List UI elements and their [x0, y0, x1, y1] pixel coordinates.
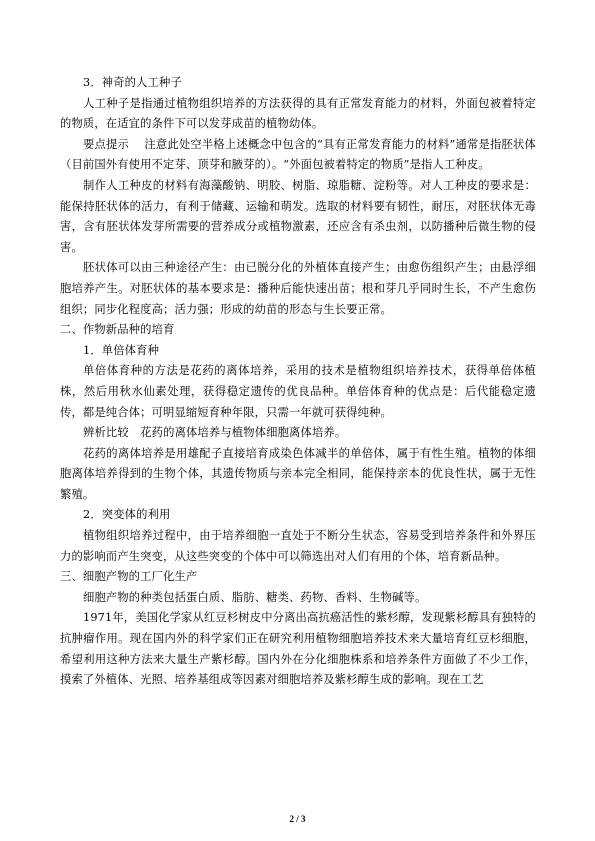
paragraph: 制作人工种皮的材料有海藻酸钠、明胶、树脂、琼脂糖、淀粉等。对人工种皮的要求是：能保持胚状体的活力，有利于储藏、运输和萌发。选取的材料要有韧性，耐压，对胚状体无毒害，含有胚状体发芽所需要的营养成分或植物激素，还应含有杀虫剂，以防播种后微生物的侵害。	[60, 178, 536, 254]
subheading: 2．突变体的利用	[83, 508, 171, 522]
page-number: 2 / 3	[289, 814, 306, 824]
note-paragraph: 辨析比较 花药的离体培养与植物体细胞离体培养。	[83, 426, 347, 440]
paragraph: 植物组织培养过程中，由于培养细胞一直处于不断分生状态，容易受到培养条件和外界压力的影响而产生突变，从这些突变的个体中可以筛选出对人们有用的个体，培育新品种。	[60, 529, 536, 563]
document-body	[60, 73, 536, 691]
paragraph: 细胞产物的种类包括蛋白质、脂肪、糖类、药物、香料、生物碱等。	[83, 590, 427, 604]
subheading: 3．神奇的人工种子	[83, 76, 182, 89]
section-heading: 二、作物新品种的培育	[60, 323, 175, 337]
paragraph: 人工种子是指通过植物组织培养的方法获得的具有正常发育能力的材料，外面包被着特定的物质，在适宜的条件下可以发芽成苗的植物幼体。	[60, 96, 536, 131]
note-paragraph: 要点提示 注意此处空半格上述概念中包含的“具有正常发育能力的材料”通常是指胚状体（目前国外有使用不定芽、顶芽和腋芽的）。“外面包被着特定的物质”是指人工种皮。	[60, 137, 536, 172]
paragraph: 1971年，美国化学家从红豆杉树皮中分离出高抗癌活性的紫杉醇，发现紫杉醇具有独特的抗肿瘤作用。现在国内外的科学家们正在研究利用植物细胞培养技术来大量培育红豆杉细胞，希望利用这种方法来大量生产紫杉醇。国内外在分化细胞株系和培养条件方面做了不少工作，摸索了外植体、光照、培养基组成等因素对细胞培养及紫杉醇生成的影响。现在工艺	[60, 611, 536, 687]
subheading: 1．单倍体育种	[83, 343, 160, 357]
paragraph: 花药的离体培养是用雄配子直接培育成染色体减半的单倍体，属于有性生殖。植物的体细胞离体培养得到的生物个体，其遗传物质与亲本完全相同，能保持亲本的优良性状，属于无性繁殖。	[60, 446, 536, 501]
paragraph: 胚状体可以由三种途径产生：由已脱分化的外植体直接产生；由愈伤组织产生；由悬浮细胞培养产生。对胚状体的基本要求是：播种后能快速出苗；根和芽几乎同时生长，不产生愈伤组织；同步化程度高；活力强；形成的幼苗的形态与生长要正常。	[60, 261, 536, 316]
section-heading: 三、细胞产物的工厂化生产	[60, 570, 198, 584]
paragraph: 单倍体育种的方法是花药的离体培养，采用的技术是植物组织培养技术，获得单倍体植株，然后用秋水仙素处理，获得稳定遗传的优良品种。单倍体育种的优点是：后代能稳定遗传，都是纯合体；可明显缩短育种年限，只需一年就可获得纯种。	[60, 364, 536, 419]
